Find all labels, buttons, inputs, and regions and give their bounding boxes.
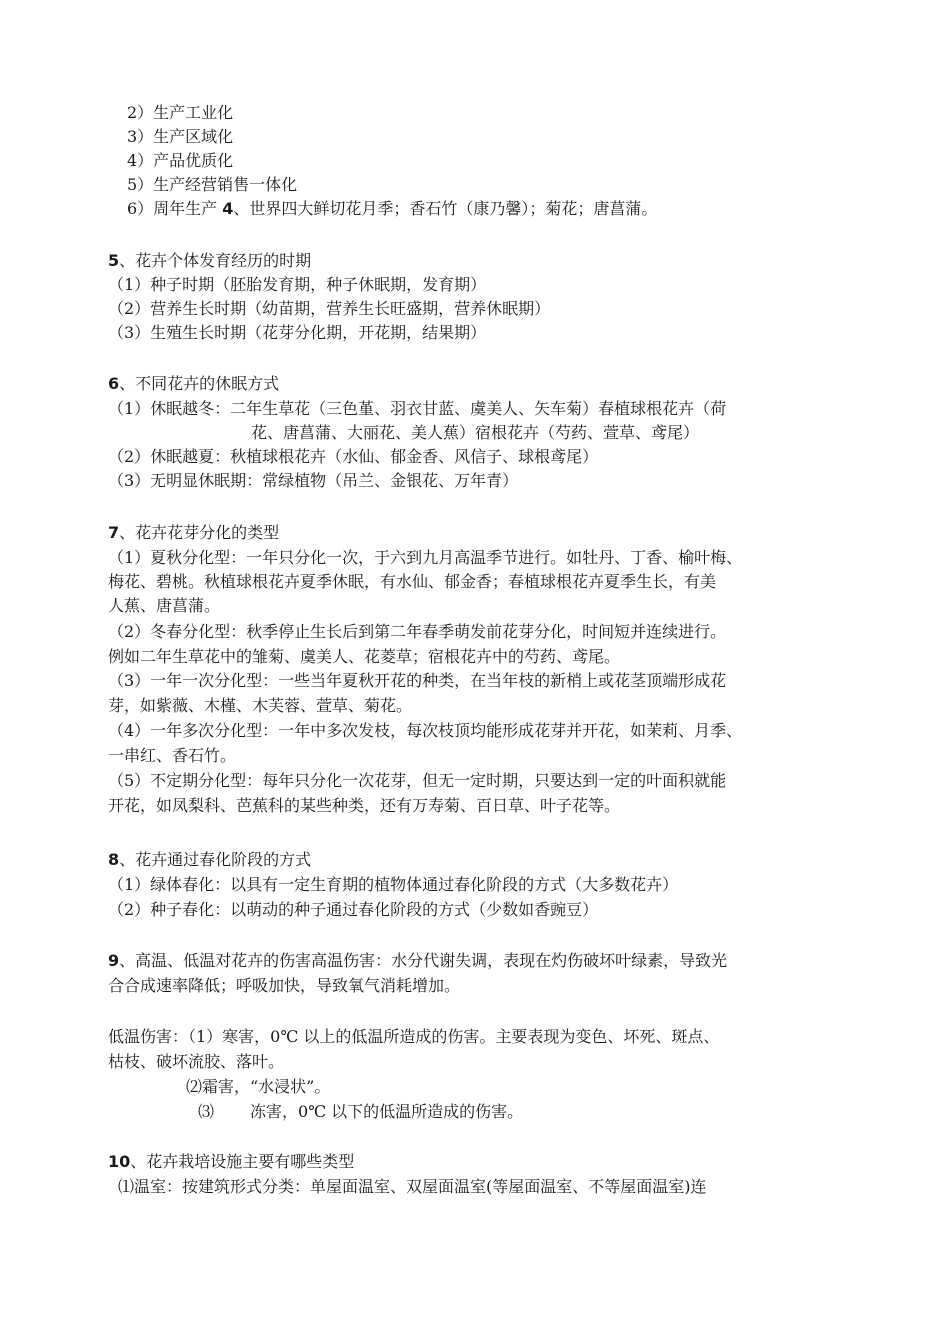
section-heading [108, 249, 311, 273]
section-heading [108, 372, 279, 396]
section-heading [108, 848, 311, 872]
section-title: 、花卉花芽分化的类型 [119, 523, 280, 542]
list-item: 3）生产区域化 [127, 127, 234, 146]
list-item [127, 197, 657, 221]
paragraph-line: 合合成速率降低；呼吸加快，导致氧气消耗增加。 [108, 976, 461, 995]
list-item [198, 1100, 523, 1124]
section-number: 9 [108, 951, 120, 970]
paragraph-line: 一串红、香石竹。 [108, 746, 237, 765]
list-item: 4）产品优质化 [127, 151, 234, 170]
paragraph-line: 人蕉、唐菖蒲。 [108, 596, 221, 615]
list-item: （1）绿体春化：以具有一定生育期的植物体通过春化阶段的方式（大多数花卉） [108, 875, 679, 894]
section-number: 8 [108, 850, 120, 869]
section-number: 6 [108, 374, 120, 393]
section-number: 10 [108, 1152, 131, 1171]
section-title: 、花卉通过春化阶段的方式 [119, 850, 312, 869]
section-title: 、不同花卉的休眠方式 [119, 374, 280, 393]
paragraph-line: 梅花、碧桃。秋植球根花卉夏季休眠，有水仙、郁金香；春植球根花卉夏季生长，有美 [108, 572, 717, 591]
paragraph-line: 芽，如紫薇、木槿、木芙蓉、萱草、菊花。 [108, 696, 413, 715]
list-item: 2）生产工业化 [127, 103, 234, 122]
section-title: 、花卉栽培设施主要有哪些类型 [130, 1152, 355, 1171]
list-item: （3）无明显休眠期：常绿植物（吊兰、金银花、万年青） [108, 471, 519, 490]
list-item: （3）生殖生长时期（花芽分化期，开花期，结果期） [108, 323, 487, 342]
list-item: （1）休眠越冬：二年生草花（三色堇、羽衣甘蓝、虞美人、矢车菊）春植球根花卉（荷 [108, 399, 727, 418]
paragraph-line: 枯枝、破坏流胶、落叶。 [108, 1052, 285, 1071]
paragraph-line: （2）冬春分化型：秋季停止生长后到第二年春季萌发前花芽分化，时间短并连续进行。 [108, 622, 727, 641]
paragraph-line: （4）一年多次分化型：一年中多次发枝，每次枝顶均能形成花芽并开花，如茉莉、月季、 [108, 721, 743, 740]
list-item: （1）种子时期（胚胎发育期，种子休眠期，发育期） [108, 275, 487, 294]
list-item-text: 冻害，0℃ 以下的低温所造成的伤害。 [250, 1102, 524, 1121]
paragraph-line: （5）不定期分化型：每年只分化一次花芽，但无一定时期，只要达到一定的叶面积就能 [108, 771, 727, 790]
list-marker: ⑶ [198, 1102, 215, 1121]
paragraph-line: （3）一年一次分化型：一些当年夏秋开花的种类，在当年枝的新梢上或花茎顶端形成花 [108, 671, 727, 690]
section-number: 7 [108, 523, 120, 542]
paragraph-line: 例如二年生草花中的雏菊、虞美人、花菱草；宿根花卉中的芍药、鸢尾。 [108, 647, 621, 666]
section-title: 、花卉个体发育经历的时期 [119, 251, 312, 270]
paragraph-line: 低温伤害：（1）寒害，0℃ 以上的低温所造成的伤害。主要表现为变色、坏死、斑点、 [108, 1027, 720, 1046]
section-heading [108, 521, 279, 545]
list-item-continuation: 花、唐菖蒲、大丽花、美人蕉）宿根花卉（芍药、萱草、鸢尾） [251, 423, 700, 442]
paragraph-line: （1）夏秋分化型：一年只分化一次，于六到九月高温季节进行。如牡丹、丁香、榆叶梅、 [108, 548, 743, 567]
list-item: （2）营养生长时期（幼苗期，营养生长旺盛期，营养休眠期） [108, 299, 551, 318]
paragraph-line: 、高温、低温对花卉的伤害高温伤害：水分代谢失调，表现在灼伤破坏叶绿素，导致光 [119, 951, 728, 970]
list-item: （2）休眠越夏：秋植球根花卉（水仙、郁金香、风信子、球根鸢尾） [108, 447, 599, 466]
list-item-text: 6）周年生产 [127, 199, 223, 218]
list-item: （2）种子春化：以萌动的种子通过春化阶段的方式（少数如香豌豆） [108, 900, 599, 919]
section-heading [108, 949, 727, 973]
paragraph-line: 开花，如凤梨科、芭蕉科的某些种类，还有万寿菊、百日草、叶子花等。 [108, 796, 621, 815]
list-item: 5）生产经营销售一体化 [127, 175, 298, 194]
section-number: 5 [108, 251, 120, 270]
list-item: ⑴温室：按建筑形式分类：单屋面温室、双屋面温室(等屋面温室、不等屋面温室)连 [118, 1177, 707, 1196]
list-item: ⑵霜害，“水浸状”。 [186, 1077, 331, 1096]
section-heading [108, 1150, 354, 1174]
section-title: 、世界四大鲜切花月季；香石竹（康乃馨）；菊花；唐菖蒲。 [233, 199, 658, 218]
section-number: 4 [222, 199, 234, 218]
